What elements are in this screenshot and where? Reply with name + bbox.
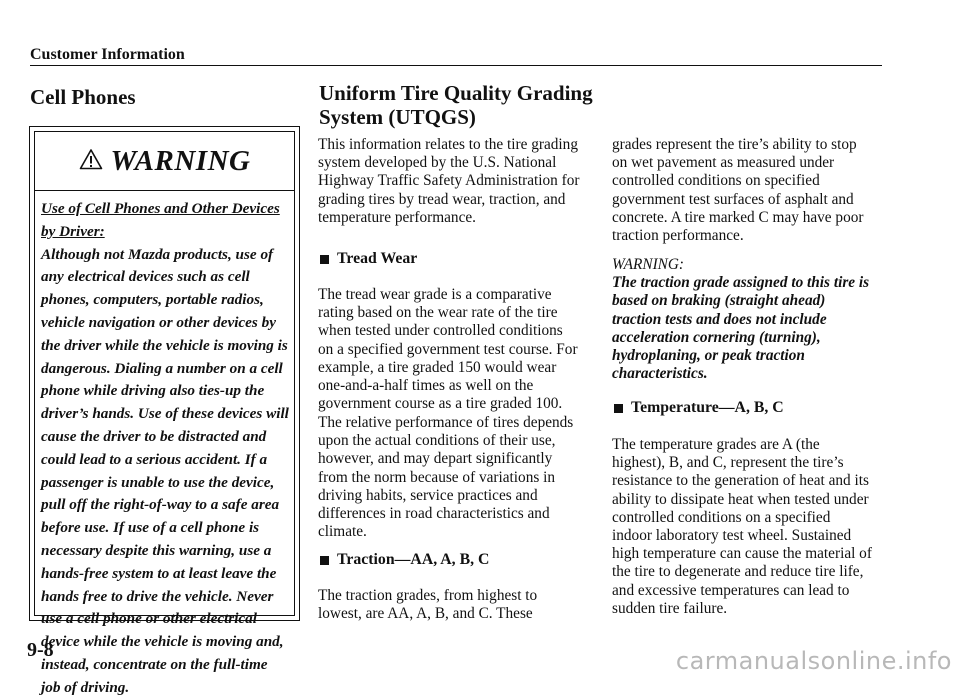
warning-header: [35, 132, 294, 191]
temperature-paragraph: [612, 436, 874, 618]
bullet-square-icon: [320, 556, 329, 565]
traction-warning-label: WARNING:: [612, 256, 685, 273]
temperature-heading: [614, 399, 784, 417]
tread-wear-paragraph-2: [318, 414, 580, 541]
bullet-square-icon: [320, 255, 329, 264]
warning-body: [41, 198, 290, 700]
traction-heading-text: Traction—AA, A, B, C: [337, 551, 490, 568]
traction-warning-text: The traction grade assigned to this tire is based on braking (straight ahead) traction tests and does not include acceleration cornering (turning), hydroplaning, or peak traction characteristics.: [612, 274, 870, 383]
temperature-heading-text: Temperature—A, B, C: [631, 399, 784, 416]
traction-warning: [612, 256, 874, 383]
cell-phones-title: Cell Phones: [30, 85, 136, 109]
tread-wear-text-2: The relative performance of tires depends upon the actual conditions of their use, however, and may depart significantly from the norm because of variations in driving habits, service practices and differences in road characteristics and climate.: [318, 414, 574, 541]
utqgs-intro: [318, 136, 580, 227]
traction-text: The traction grades, from highest to lowest, are AA, A, B, and C. These: [318, 587, 538, 623]
tread-wear-heading: [320, 250, 417, 268]
tread-wear-text-1: The tread wear grade is a comparative rating based on the wear rate of the tire when tested under controlled conditions on a specified government test course. For example, a tire graded 150 would wear one-and-a-half times as well on the government course as a tire graded 100.: [318, 286, 578, 413]
tread-wear-heading-text: Tread Wear: [337, 250, 418, 267]
warning-triangle-icon: [79, 148, 103, 175]
utqgs-title-line1: Uniform Tire Quality Grading: [319, 81, 593, 105]
page-number: 9-8: [27, 639, 54, 661]
utqgs-title: [319, 81, 593, 129]
utqgs-title-line2: System (UTQGS): [319, 105, 476, 129]
temperature-text: The temperature grades are A (the highest), B, and C, represent the tire’s resistance to the generation of heat and its ability to dissipate heat when tested under controlled conditions on a specified indoor laboratory test wheel. Sustained high temperature can cause the material of the tire to degenerate and reduce tire life, and excessive temperatures can lead to sudden tire failure.: [612, 436, 872, 617]
traction-continued-text: grades represent the tire’s ability to stop on wet pavement as measured under controlled conditions on specified government test surfaces of asphalt and concrete. A tire marked C may have poor traction performance.: [612, 136, 864, 245]
tread-wear-paragraph-1: [318, 286, 580, 413]
traction-paragraph: [318, 587, 580, 623]
warning-title: WARNING: [110, 144, 251, 177]
watermark: carmanualsonline.info: [675, 647, 952, 675]
header-rule: [30, 65, 882, 66]
bullet-square-icon: [614, 404, 623, 413]
intro-paragraph: This information relates to the tire grading system developed by the U.S. National Highway Traffic Safety Administration for grading tires by tread wear, traction, and temperature performance.: [318, 136, 580, 226]
traction-continued: [612, 136, 874, 245]
running-head: Customer Information: [30, 46, 185, 63]
warning-text: Although not Mazda products, use of any electrical devices such as cell phones, computers, portable radios, vehicle navigation or other devices by the driver while the vehicle is moving is dangerous. Dialing a number on a cell phone while driving also ties-up the driver’s hands. Use of these devices will cause the driver to be distracted and could lead to a serious accident. If a passenger is unable to use the device, pull off the right-of-way to a safe area before use. If use of a cell phone is necessary despite this warning, use a hands-free system to at least leave the hands free to drive the vehicle. Never use a cell phone or other electrical device while the vehicle is moving and, instead, concentrate on the full-time job of driving.: [41, 245, 289, 696]
warning-subtitle: Use of Cell Phones and Other Devices by Driver:: [41, 200, 280, 240]
traction-heading: [320, 551, 489, 569]
